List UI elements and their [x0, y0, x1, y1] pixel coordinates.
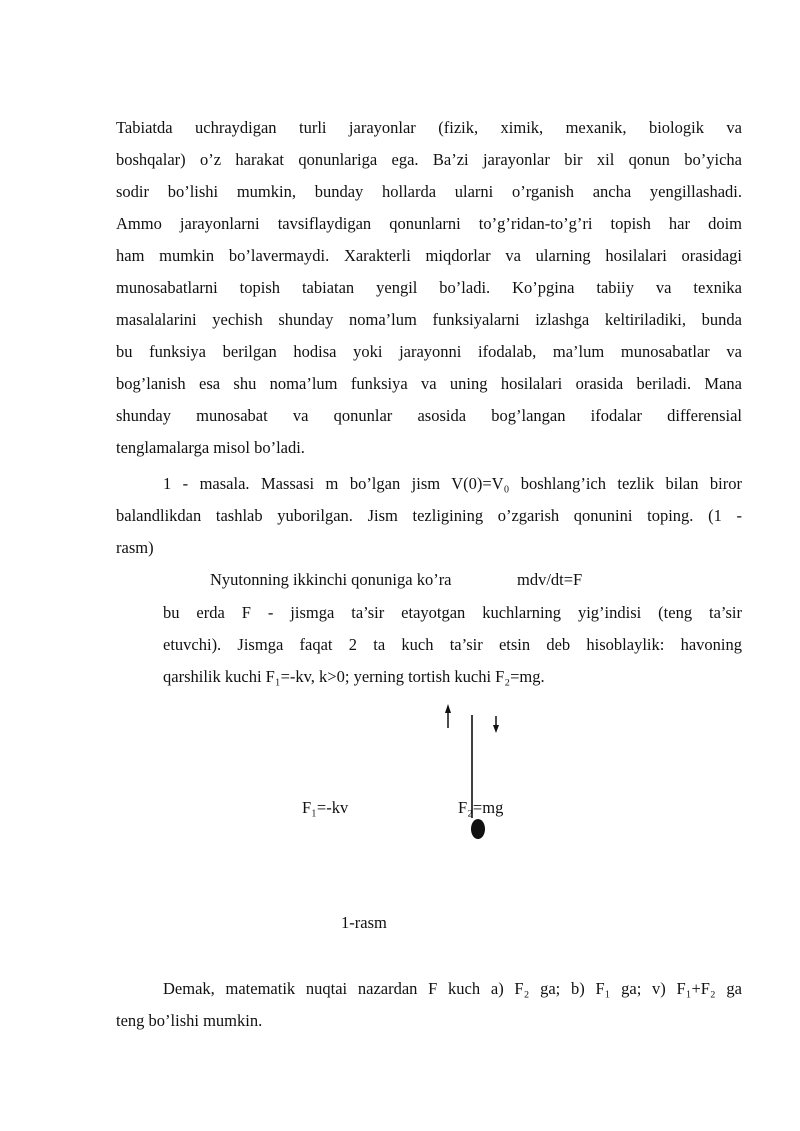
text-line: munosabatlarni topish tabiatan yengil bo’ladi. Ko’pgina tabiiy va texnika	[116, 278, 742, 297]
text-line: Tabiatda uchraydigan turli jarayonlar (fizik, ximik, mexanik, biologik va	[116, 118, 742, 137]
explanation-line: qarshilik kuchi F₁=-kv, k>0; yerning tortish kuchi F₂=mg.	[163, 667, 545, 686]
problem-line: 1 - masala. Massasi m bo’lgan jism V(0)=V₀ boshlang’ich tezlik bilan biror	[163, 474, 742, 493]
figure-caption: 1-rasm	[341, 913, 387, 932]
explanation-line: etuvchi). Jismga faqat 2 ta kuch ta’sir etsin deb hisoblaylik: havoning	[163, 635, 742, 654]
text-line: sodir bo’lishi mumkin, bunday hollarda ularni o’rganish ancha yengillashadi.	[116, 182, 742, 201]
force-label-f2: F₂=mg	[458, 798, 504, 817]
text-line: Ammo jarayonlarni tavsiflaydigan qonunlarni to’g’ridan-to’g’ri topish har doim	[116, 214, 742, 233]
newton-formula: mdv/dt=F	[517, 570, 583, 589]
falling-body	[471, 819, 485, 839]
text-line: bog’lanish esa shu noma’lum funksiya va uning hosilalari orasida beriladi. Mana	[116, 374, 742, 393]
force-label-f1: F₁=-kv	[302, 798, 349, 817]
problem-line: rasm)	[116, 538, 154, 557]
conclusion-paragraph	[116, 973, 742, 1037]
text-line: shunday munosabat va qonunlar asosida bog’langan ifodalar differensial	[116, 406, 742, 425]
up-arrow-icon	[445, 704, 451, 728]
problem-line: balandlikdan tashlab yuborilgan. Jism tezligining o’zgarish qonunini toping. (1 -	[116, 506, 742, 525]
down-arrow-icon	[493, 716, 499, 733]
explanation-line: bu erda F - jismga ta’sir etayotgan kuchlarning yig’indisi (teng ta’sir	[163, 603, 742, 622]
conclusion-line: Demak, matematik nuqtai nazardan F kuch a) F₂ ga; b) F₁ ga; v) F₁+F₂ ga	[163, 979, 742, 998]
text-line: boshqalar) o’z harakat qonunlariga ega. Ba’zi jarayonlar bir xil qonun bo’yicha	[116, 150, 742, 169]
text-line: ham mumkin bo’lavermaydi. Xarakterli miqdorlar va ularning hosilalari orasidagi	[116, 246, 742, 265]
text-line: bu funksiya berilgan hodisa yoki jarayonni ifodalab, ma’lum munosabatlar va	[116, 342, 742, 361]
conclusion-line: teng bo’lishi mumkin.	[116, 1011, 263, 1030]
text-line: masalalarini yechish shunday noma’lum funksiyalarni izlashga keltiriladiki, bunda	[116, 310, 742, 329]
newton-law-text: Nyutonning ikkinchi qonuniga ko’ra	[210, 570, 452, 589]
text-line: tenglamalarga misol bo’ladi.	[116, 438, 305, 457]
